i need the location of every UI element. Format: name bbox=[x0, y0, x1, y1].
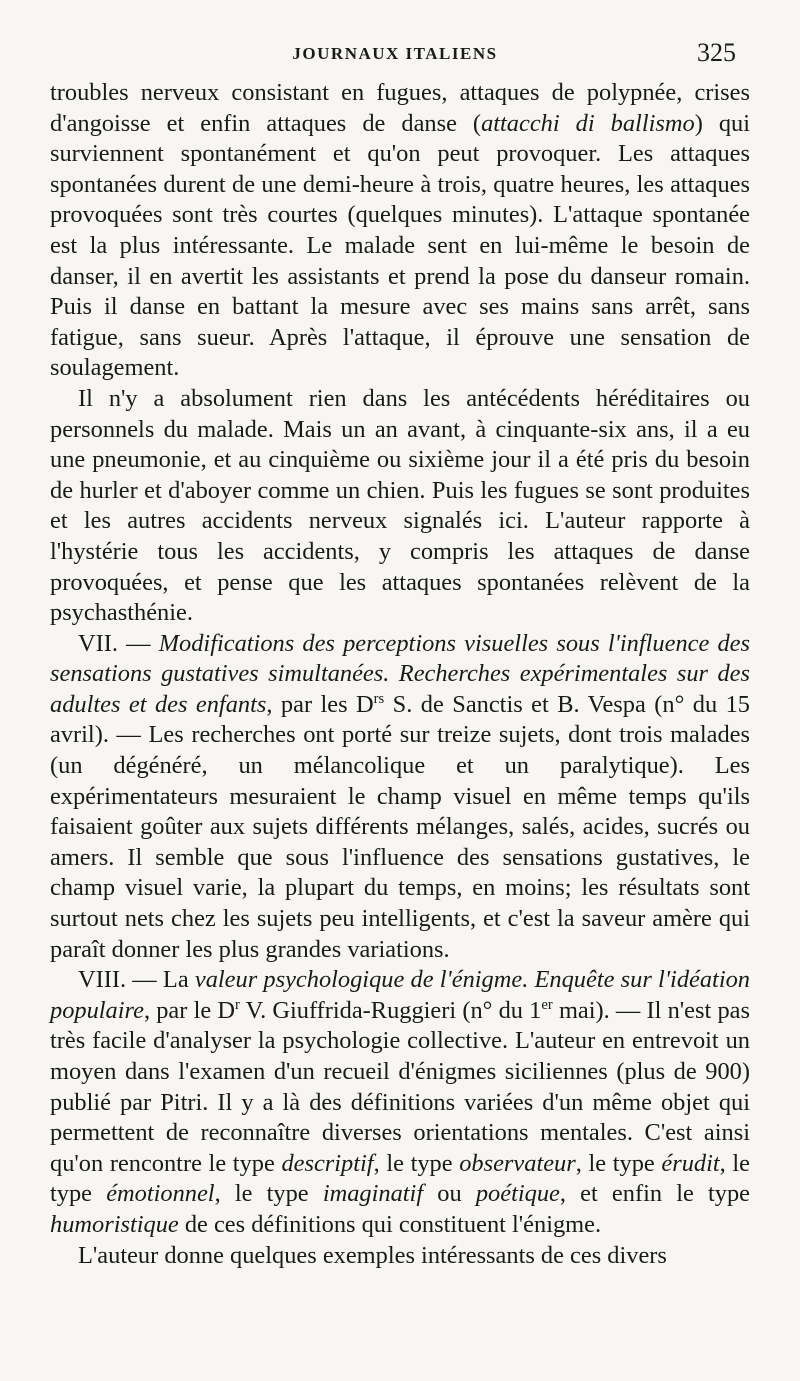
italic-term: humoristique bbox=[50, 1210, 179, 1238]
italic-term: imaginatif bbox=[322, 1180, 424, 1208]
italic-term: descriptif bbox=[281, 1149, 374, 1177]
italic-term: observateur bbox=[459, 1149, 576, 1177]
section-number: VIII. — La bbox=[78, 966, 195, 994]
text-run: ou bbox=[423, 1180, 476, 1208]
paragraph-section-viii bbox=[50, 965, 750, 1240]
superscript: er bbox=[541, 996, 553, 1013]
body-text bbox=[50, 78, 750, 1271]
italic-term: attacchi di ballismo bbox=[481, 109, 695, 137]
text-run: , le type bbox=[214, 1180, 323, 1208]
text-run: , par les D bbox=[266, 690, 374, 718]
text-run: , par le D bbox=[143, 996, 235, 1024]
article-title: valeur psychologique de l'énigme. Enquête sur l'idéation populaire bbox=[50, 966, 750, 1024]
running-title: JOURNAUX ITALIENS bbox=[292, 44, 498, 63]
text-run: de ces définitions qui constituent l'énigme. bbox=[178, 1210, 602, 1238]
text-run: , le type bbox=[373, 1149, 460, 1177]
italic-term: poétique bbox=[475, 1180, 560, 1208]
text-run: , le type bbox=[575, 1149, 662, 1177]
text-run: troubles nerveux consistant en fugues, attaques de polypnée, crises d'angoisse et enfin attaques de danse ( bbox=[50, 79, 750, 137]
text-run: V. Giuffrida-Ruggieri (n° du 1 bbox=[239, 996, 542, 1024]
text-run: S. de Sanctis et B. Vespa (n° du 15 avril). — Les recherches ont porté sur treize sujets, dont trois malades (un dégénéré, un mélancolique et un paralytique). Les expérimentateurs mesuraient le champ visuel en même temps qu'ils faisaient goûter aux sujets différents mélanges, salés, acides, sucrés ou amers. Il semble que sous l'influence des sensations gustatives, le champ visuel varie, la plupart du temps, en moins; les résultats sont surtout nets chez les sujets peu intelligents, et c'est la saveur amère qui paraît donner les plus grandes variations. bbox=[50, 690, 751, 963]
running-header bbox=[50, 38, 740, 68]
italic-term: émotionnel bbox=[106, 1180, 215, 1208]
page-number: 325 bbox=[697, 38, 736, 67]
paragraph-section-vii bbox=[50, 629, 750, 966]
italic-term: érudit bbox=[661, 1149, 720, 1177]
text-run: ) qui surviennent spontanément et qu'on peut provoquer. Les attaques spontanées durent de une demi-heure à trois, quatre heures, les attaques provoquées sont très courtes (quelques minutes). L'attaque spontanée est la plus intéressante. Le malade sent en lui-même le besoin de danser, il en avertit les assistants et prend la pose du danseur romain. Puis il danse en battant la mesure avec ses mains sans arrêt, sans fatigue, sans sueur. Après l'attaque, il éprouve une sensation de soulagement. bbox=[50, 109, 751, 382]
superscript: rs bbox=[373, 690, 385, 707]
text-run: mai). — Il n'est pas très facile d'analyser la psychologie collective. L'auteur en entrevoit un moyen dans l'examen d'un recueil d'énigmes siciliennes (plus de 900) publié par Pitri. Il y a là des définitions variées d'un même objet qui permettent de reconnaître diverses orientations mentales. C'est ainsi qu'on rencontre le type bbox=[50, 996, 750, 1177]
paragraph-continuation bbox=[50, 78, 750, 384]
text-run: Il n'y a absolument rien dans les antécédents héréditaires ou personnels du malade. Mais un an avant, à cinquante-six ans, il a eu une pneumonie, et au cinquième ou sixième jour il a été pris du besoin de hurler et d'aboyer comme un chien. Puis les fugues se sont produites et les autres accidents nerveux signalés ici. L'auteur rapporte à l'hystérie tous les accidents, y compris les attaques de danse provoquées, et pense que les attaques spontanées relèvent de la psychasthénie. bbox=[50, 384, 750, 627]
text-run: , et enfin le type bbox=[559, 1180, 750, 1208]
superscript: r bbox=[234, 996, 240, 1013]
paragraph-antecedents bbox=[50, 384, 750, 629]
text-run: , le type bbox=[50, 1149, 750, 1208]
section-number: VII. — bbox=[78, 629, 159, 657]
paragraph-final bbox=[50, 1241, 750, 1272]
article-title: Modifications des perceptions visuelles sous l'influence des sensations gustatives simultanées. Recherches expérimentales sur des adultes et des enfants bbox=[50, 629, 750, 718]
text-run: L'auteur donne quelques exemples intéressants de ces divers bbox=[78, 1241, 667, 1269]
